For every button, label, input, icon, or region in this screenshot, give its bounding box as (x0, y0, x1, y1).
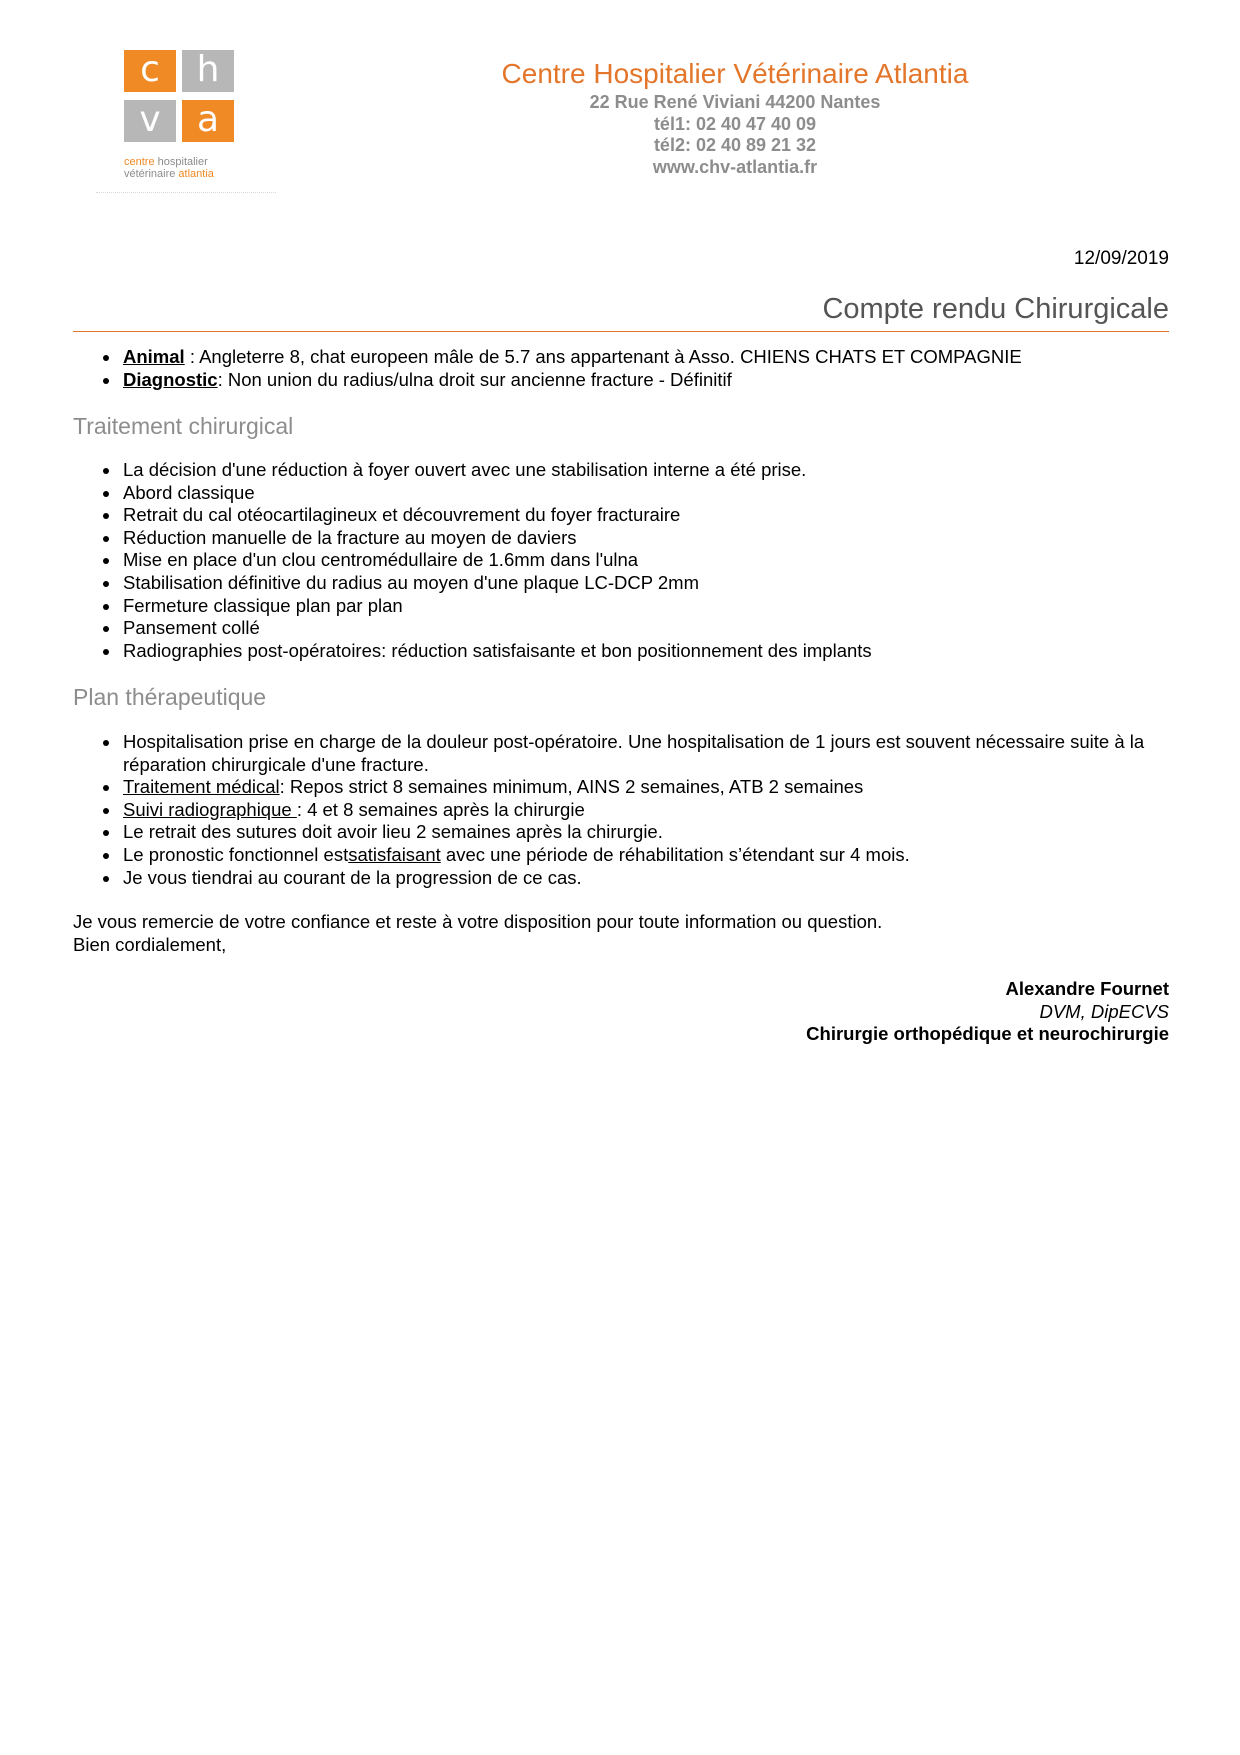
signer-credentials: DVM, DipECVS (1039, 1000, 1169, 1022)
logo-tagline-2 (124, 168, 274, 180)
logo-tagline-1a: centre (124, 156, 155, 168)
report-date: 12/09/2019 (1073, 248, 1169, 269)
logo-tile-c: c (124, 50, 176, 92)
treatment-item: Fermeture classique plan par plan (73, 595, 1169, 618)
plan-item-sutures: Le retrait des sutures doit avoir lieu 2 semaines après la chirurgie. (73, 821, 1169, 844)
plan-heading: Plan thérapeutique (73, 684, 267, 710)
plan-list (73, 731, 1169, 889)
treatment-item: Stabilisation définitive du radius au moyen d'une plaque LC-DCP 2mm (73, 572, 1169, 595)
org-phone-1: tél1: 02 40 47 40 09 (653, 113, 817, 134)
org-name: Centre Hospitalier Vétérinaire Atlantia (501, 58, 969, 89)
radiographic-label: Suivi radiographique (123, 798, 297, 820)
plan-item-medical (73, 776, 1169, 799)
clinic-logo (96, 48, 276, 196)
summary-diagnostic (73, 369, 1169, 392)
logo-tagline-2b: atlantia (178, 168, 214, 180)
logo-tagline-2a: vétérinaire (124, 168, 176, 180)
diagnostic-label: Diagnostic (123, 368, 218, 390)
plan-item-radiographic (73, 799, 1169, 822)
medical-text: : Repos strict 8 semaines minimum, AINS 2 semaines, ATB 2 semaines (279, 776, 864, 798)
logo-tagline-1b: hospitalier (157, 156, 208, 168)
closing-line-2: Bien cordialement, (73, 933, 227, 955)
org-address: 22 Rue René Viviani 44200 Nantes (589, 92, 881, 112)
signer-specialty: Chirurgie orthopédique et neurochirurgie (806, 1023, 1169, 1045)
treatment-item: Mise en place d'un clou centromédullaire de 1.6mm dans l'ulna (73, 549, 1169, 572)
treatment-item: Pansement collé (73, 617, 1169, 640)
treatment-item: Abord classique (73, 482, 1169, 505)
animal-label: Animal (123, 346, 185, 367)
summary-list (73, 346, 1169, 391)
report-title: Compte rendu Chirurgicale (73, 292, 1169, 332)
plan-item-prognosis (73, 844, 1169, 867)
signer-name: Alexandre Fournet (1005, 978, 1169, 999)
logo-tile-a: a (182, 100, 234, 142)
org-phone-2: tél2: 02 40 89 21 32 (653, 135, 817, 155)
logo-tagline-1 (124, 156, 274, 168)
signature-block (806, 978, 1169, 1046)
animal-text: : Angleterre 8, chat europeen mâle de 5.7 ans appartenant à Asso. CHIENS CHATS ET COMPAGNIE (184, 346, 1022, 367)
letterhead (420, 56, 1050, 178)
medical-label: Traitement médical (123, 776, 280, 798)
prognosis-after: avec une période de réhabilitation s’étendant sur 4 mois. (440, 843, 910, 865)
plan-item-hospitalisation: Hospitalisation prise en charge de la douleur post-opératoire. Une hospitalisation de 1 jours est souvent nécessaire suite à la réparation chirurgicale d'une fracture. (73, 731, 1169, 776)
radiographic-text: : 4 et 8 semaines après la chirurgie (296, 798, 585, 820)
org-website: www.chv-atlantia.fr (652, 156, 818, 177)
logo-divider (96, 192, 276, 193)
plan-item-followup: Je vous tiendrai au courant de la progression de ce cas. (73, 867, 1169, 890)
prognosis-before: Le pronostic fonctionnel est (123, 843, 349, 865)
treatment-heading: Traitement chirurgical (73, 413, 294, 439)
treatment-list (73, 459, 1169, 662)
treatment-item: Radiographies post-opératoires: réduction satisfaisante et bon positionnement des implants (73, 640, 1169, 663)
treatment-item: Réduction manuelle de la fracture au moyen de daviers (73, 527, 1169, 550)
diagnostic-text: : Non union du radius/ulna droit sur ancienne fracture - Définitif (217, 368, 732, 390)
treatment-item: Retrait du cal otéocartilagineux et découvrement du foyer fracturaire (73, 504, 1169, 527)
prognosis-underlined: satisfaisant (348, 843, 441, 865)
logo-tile-v: v (124, 100, 176, 142)
treatment-item: La décision d'une réduction à foyer ouvert avec une stabilisation interne a été prise. (73, 459, 1169, 482)
summary-animal (73, 346, 1169, 369)
closing-block (73, 911, 882, 956)
closing-line-1: Je vous remercie de votre confiance et reste à votre disposition pour toute information ou question. (73, 911, 883, 932)
logo-tile-h: h (182, 50, 234, 92)
